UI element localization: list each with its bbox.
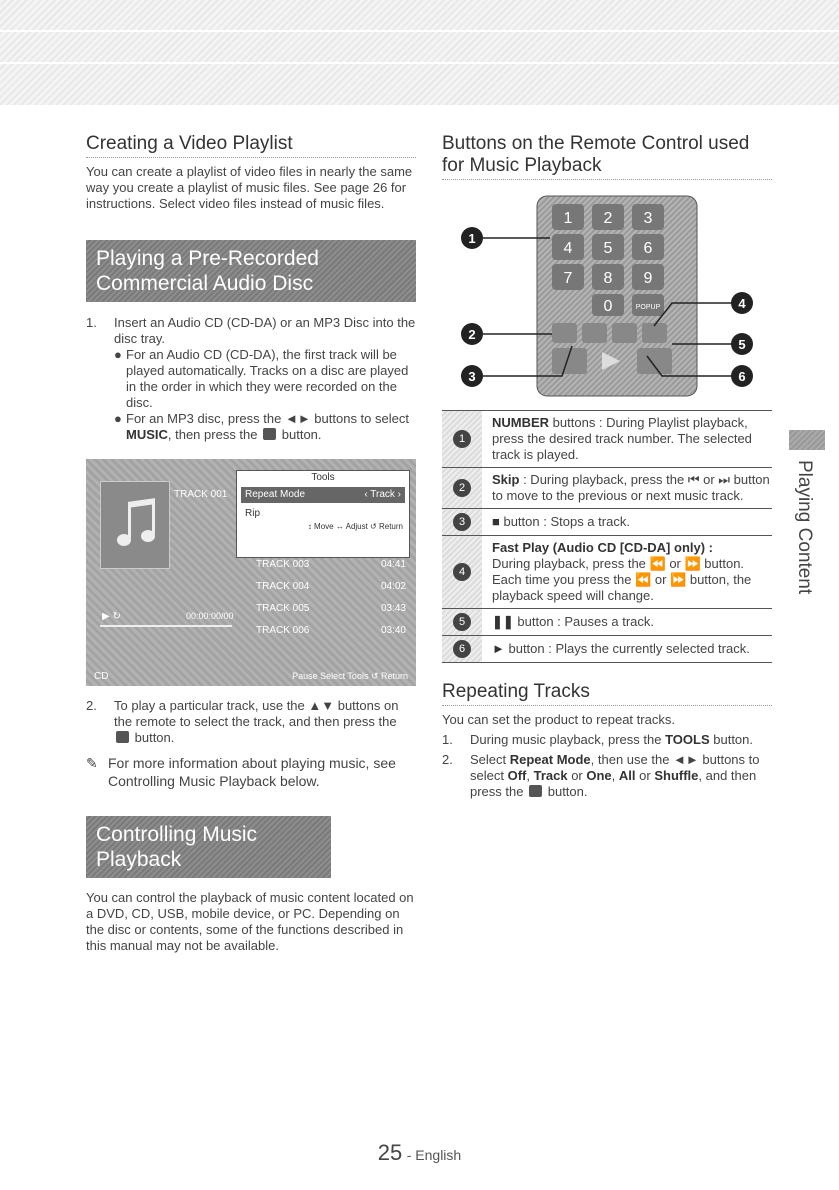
step-2 [86,698,416,746]
row-number: 2 [453,479,471,497]
row-description: ■ button : Stops a track. [482,509,772,536]
note-pencil-icon: ✎ [86,755,98,771]
step-number: 1. [442,732,453,747]
row-number: 1 [453,430,471,448]
side-tab-label: Playing Content [794,460,815,595]
page-language: - English [406,1147,462,1163]
row-number: 6 [453,640,471,658]
step-list [86,315,416,443]
key-label: 1 [563,210,573,227]
key-label: 3 [643,210,653,227]
step-list-2 [86,698,416,746]
video-playlist-heading: Creating a Video Playlist [86,133,293,154]
row-number: 3 [453,513,471,531]
table-row [442,468,772,509]
source-label: CD [94,671,109,682]
step-number: 1. [86,315,97,330]
row-number: 4 [453,563,471,581]
table-row [442,609,772,636]
repeat-body: You can set the product to repeat tracks. [442,712,675,727]
row-description: NUMBER buttons : During Playlist playback, press the desired track number. The selected track is played. [482,411,772,468]
bullet-text: For an MP3 disc, press the ◄► buttons to select MUSIC, then press the button. [126,411,409,442]
divider [442,703,772,706]
note [86,754,416,790]
key-label: 2 [603,210,613,227]
row-description: ► button : Plays the currently selected track. [482,636,772,663]
track-row[interactable]: TRACK 006 03:40 [256,625,406,636]
callout-label: 4 [738,296,746,311]
play-status-icon: ▶ ↻ [102,611,121,622]
callout-label: 2 [468,327,476,342]
divider [86,155,416,158]
key-label: 5 [603,240,613,257]
tv-screen-illustration [86,459,416,686]
repeat-mode-label: Repeat Mode [245,489,306,500]
step-text: During music playback, press the TOOLS button. [470,732,754,747]
page-number: 25 [377,1140,403,1165]
note-text: For more information about playing music, see Controlling Music Playback below. [108,755,396,789]
tools-title: Tools [311,472,335,483]
banner-controlling-music: Controlling Music Playback [86,816,331,878]
elapsed-time: 00:00:00/00 [186,611,234,621]
bullet-text: For an Audio CD (CD-DA), the first track will be played automatically. Tracks on a disc are played in the order in which they were recorded on the disc. [126,347,409,410]
step-1 [86,315,416,347]
repeating-tracks-heading: Repeating Tracks [442,681,590,702]
callout-label: 1 [468,231,476,246]
rewind-button-icon[interactable] [552,323,577,343]
divider [442,177,772,180]
track-row[interactable]: TRACK 004 04:02 [256,581,406,592]
step-number: 2. [86,698,97,713]
remote-buttons-heading: Buttons on the Remote Control used for Music Playback [442,133,750,176]
enter-button-icon [263,428,276,440]
popup-key-label: POPUP [635,304,661,311]
repeat-mode-row[interactable] [241,487,405,503]
right-column [442,133,772,800]
bullet-item: ● For an Audio CD (CD-DA), the first track will be played automatically. Tracks on a disc are played in the order in which they were recorded on the disc. [114,347,416,411]
key-label: 4 [563,240,573,257]
key-label: 6 [643,240,653,257]
row-description: ❚❚ button : Pauses a track. [482,609,772,636]
skip-back-button-icon[interactable] [582,323,607,343]
step-text: Insert an Audio CD (CD-DA) or an MP3 Disc into the disc tray. [114,315,416,346]
side-tab-marker [789,430,825,450]
control-body: You can control the playback of music content located on a DVD, CD, USB, mobile device, or PC. Depending on the disc or contents, some of the functions described in this manual may not be available. [86,890,414,953]
row-description: Fast Play (Audio CD [CD-DA] only) : During playback, press the ⏪ or ⏩ button. Each time you press the ⏪ or ⏩ button, the playback speed will change. [482,536,772,609]
remote-control-illustration [442,186,772,400]
key-label: 7 [563,270,573,287]
repeat-mode-value: ‹ Track › [364,489,401,500]
track-row[interactable]: TRACK 003 04:41 [256,559,406,570]
header-band [0,0,839,105]
tools-popup [236,470,410,558]
table-row [442,411,772,468]
enter-button-icon [116,731,129,743]
table-row [442,536,772,609]
buttons-table [442,410,772,663]
tools-footer: ↕ Move ↔ Adjust ↺ Return [307,522,403,531]
step-text: To play a particular track, use the ▲▼ buttons on the remote to select the track, and then press the button. [114,698,399,745]
enter-button-icon [529,785,542,797]
current-track-label: TRACK 001 [174,489,228,500]
bullet-item: ● For an MP3 disc, press the ◄► buttons to select MUSIC, then press the button. [114,411,416,443]
remote-svg [442,186,772,400]
banner-prerecorded-disc: Playing a Pre-Recorded Commercial Audio Disc [86,240,416,302]
callout-label: 3 [468,369,476,384]
key-label: 0 [603,298,613,315]
page-footer [0,1140,839,1166]
skip-forward-button-icon[interactable] [612,323,637,343]
repeat-step-1 [442,732,772,748]
callout-label: 6 [738,369,746,384]
track-list [256,559,406,647]
music-note-icon [100,481,170,569]
video-playlist-body: You can create a playlist of video files in nearly the same way you create a playlist of music files. See page 26 for instructions. Select video files instead of music files. [86,164,413,211]
side-tab [789,430,829,600]
progress-bar [100,625,232,627]
key-label: 9 [643,270,653,287]
table-row [442,509,772,536]
rip-option[interactable]: Rip [245,508,261,519]
step-number: 2. [442,752,453,767]
repeat-step-2 [442,752,772,800]
key-label: 8 [603,270,613,287]
callout-label: 5 [738,337,746,352]
step-text: Select Repeat Mode, then use the ◄► buttons to select Off, Track or One, All or Shuffle, and then press the button. [470,752,760,799]
row-description: Skip : During playback, press the ⏮ or ⏭ button to move to the previous or next music track. [482,468,772,509]
track-row[interactable]: TRACK 005 03:43 [256,603,406,614]
screen-button-hints: Pause Select Tools ↺ Return [292,671,408,681]
repeat-steps [442,732,772,800]
row-number: 5 [453,613,471,631]
pause-button-icon[interactable] [637,348,672,374]
left-column [86,133,416,954]
table-row [442,636,772,663]
